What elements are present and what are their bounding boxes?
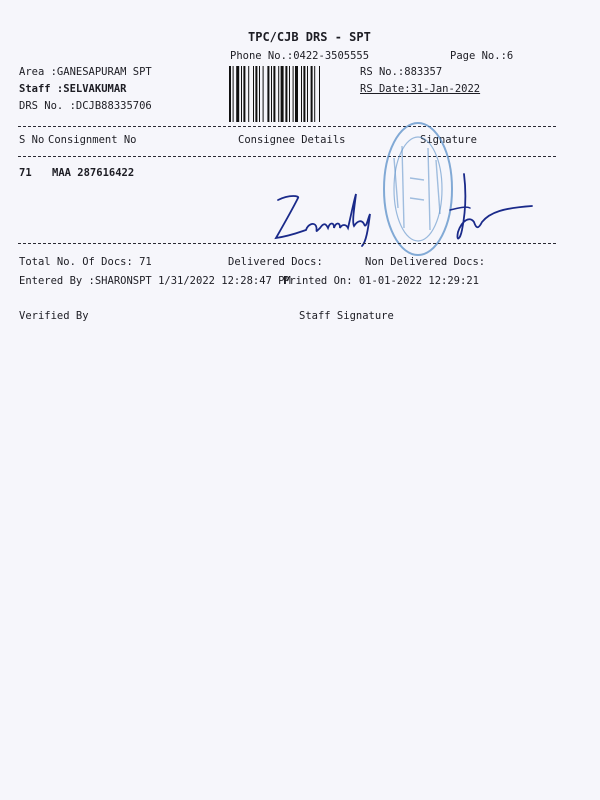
staff-label: Staff : — [19, 83, 64, 95]
non-delivered-docs: Non Delivered Docs: — [365, 256, 486, 268]
staff-signature-label: Staff Signature — [299, 310, 394, 322]
col-header-sno: S No — [19, 134, 45, 146]
rs-date: RS Date:31-Jan-2022 — [360, 83, 481, 95]
drs-number: DRS No. :DCJB88335706 — [19, 100, 152, 112]
document-title: TPC/CJB DRS - SPT — [248, 30, 371, 44]
total-docs: Total No. Of Docs: 71 — [19, 256, 152, 268]
entered-by: Entered By :SHARONSPT 1/31/2022 12:28:47 PM — [19, 275, 291, 287]
divider-top — [18, 126, 556, 127]
row-consignment-no: MAA 287616422 — [52, 167, 135, 179]
area-label: Area :GANESAPURAM SPT — [19, 66, 152, 78]
col-header-consignee: Consignee Details — [238, 134, 346, 146]
rs-number: RS No.:883357 — [360, 66, 443, 78]
delivered-docs: Delivered Docs: — [228, 256, 323, 268]
signature-column-handwritten-mark — [440, 170, 540, 250]
row-sno: 71 — [19, 167, 32, 179]
consignee-handwritten-signature — [270, 180, 380, 250]
page-number: Page No.:6 — [450, 50, 514, 62]
staff-name: SELVAKUMAR — [63, 83, 127, 95]
phone-number: Phone No.:0422-3505555 — [230, 50, 370, 62]
divider-bottom — [18, 243, 556, 244]
verified-by-label: Verified By — [19, 310, 89, 322]
col-header-signature: Signature — [420, 134, 477, 146]
staff-row — [19, 83, 126, 95]
printed-on: Printed On: 01-01-2022 12:29:21 — [283, 275, 479, 287]
barcode — [228, 66, 350, 122]
divider-header — [18, 156, 556, 157]
col-header-consignment: Consignment No — [48, 134, 137, 146]
